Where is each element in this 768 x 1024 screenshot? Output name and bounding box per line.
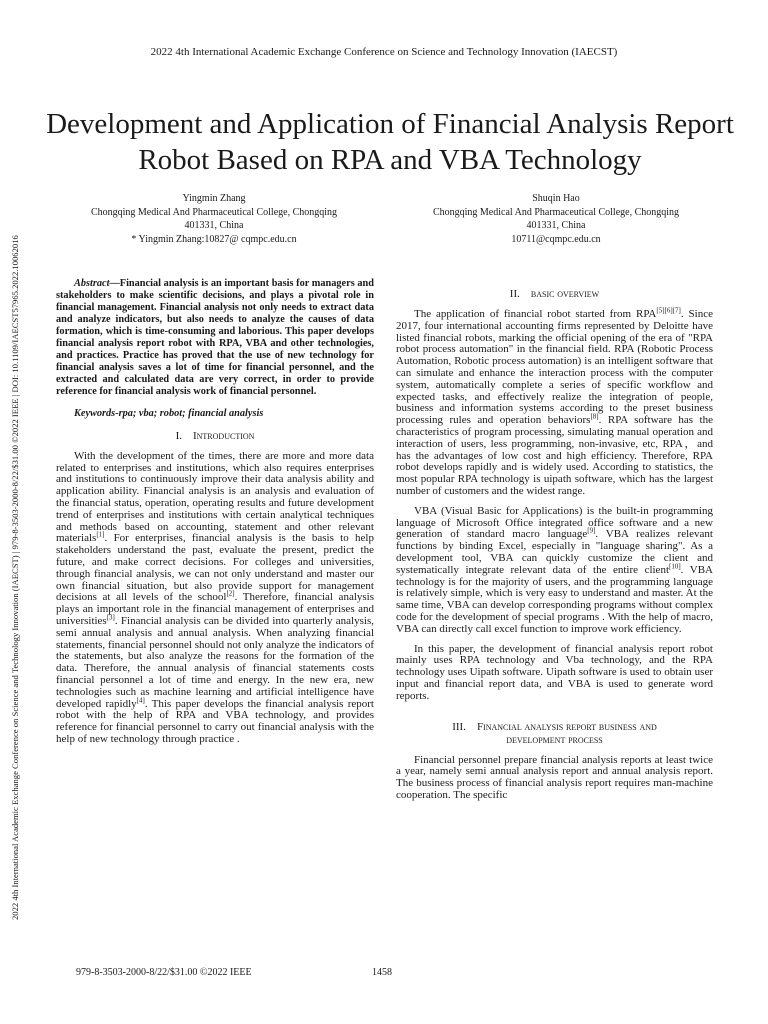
section-heading-introduction: I. Introduction bbox=[175, 429, 255, 442]
citation: [3] bbox=[106, 613, 115, 622]
conference-header: 2022 4th International Academic Exchange Conference on Science and Technology Innovation (IAECST) bbox=[150, 46, 618, 58]
side-doi-strip bbox=[10, 235, 20, 921]
right-column bbox=[396, 288, 713, 802]
intro-paragraph: With the development of the times, there are more and more data related to enterprises and institutions, which also requires enterprises and institutions to continuously improve their data analysis ability and application ability. Financial analysis is an analysis and evaluation of the financial status, operation, operating results and future development trend of enterprises and institutions with certain analytical techniques and methods based on accounting, statement and other relevant materials[1]. For enterprises, financial analysis is the basis to help stakeholders understand the past, evaluate the present, predict the future, and make correct decisions. For colleges and universities, through financial analysis, we can not only understand and master our own financial situation, but also provide support for management decisions at all levels of the school[2]. Therefore, financial analysis plays an important role in the financial management of enterprises and universities[3]. Financial analysis can be divided into quarterly analysis, semi annual analysis and annual analysis. When analyzing financial statements, financial personnel should not only analyze the indicators of the statements, but also analyze the reasons for the formation of the data. Therefore, the annual analysis of financial statements costs financial personnel a lot of time and energy. In the new era, new technologies such as machine learning and artificial intelligence have developed rapidly[4]. This paper develops the financial analysis report robot with the help of RPA and VBA technology, and provides reference for financial personnel to carry out financial analysis with the help of new technology through practice . bbox=[56, 449, 374, 745]
author-name: Yingmin Zhang bbox=[182, 193, 246, 204]
author-address: 401331, China bbox=[526, 220, 586, 231]
citation: [4] bbox=[136, 695, 145, 704]
author-name: Shuqin Hao bbox=[532, 193, 580, 204]
financial-paragraph-1: Financial personnel prepare financial analysis reports at least twice a year, namely semi annual analysis report and annual analysis report. The business process of financial analysis report requires man-machine cooperation. The specific bbox=[396, 753, 713, 801]
left-column bbox=[56, 278, 374, 746]
citation: [5][6][7] bbox=[656, 306, 681, 315]
paper-title: Development and Application of Financial Analysis Report Robot Based on RPA and VBA Technology bbox=[46, 108, 734, 176]
citation: [9] bbox=[587, 526, 596, 535]
side-doi-text: 2022 4th International Academic Exchange Conference on Science and Technology Innovation (IAECST) | 979-8-3503-2000-8/22/$31.00 ©2022 IEEE | DOI: 10.1109/IAECST57965.2022.10062016 bbox=[10, 235, 20, 920]
abstract bbox=[56, 278, 374, 398]
abstract-text: —Financial analysis is an important basis for managers and stakeholders to make scientific decisions, and plays a pivotal role in financial management. Financial analysis not only needs to extract data and analyze indicators, but also needs to analyze the causes of data formation, which is time-consuming and laborious. This paper develops financial analysis report robot with RPA, VBA and other technologies, and practices. Practice has proved that the use of new technology for financial analysis saves a lot of time for financial personnel, and the extracted and calculated data are very correct, in order to provide reference for financial analysis work of financial personnel. bbox=[56, 278, 374, 397]
basic-paragraph-1: The application of financial robot started from RPA[5][6][7]. Since 2017, four international accounting firms represented by Deloitte have listed financial robots, marking the official opening of the era of "RPA robot process automation" in the financial field. RPA (Robotic Process Automation, Robotic process automation) is an intelligent software that can simulate and enhance the interaction process with the computer system, automatically complete a series of specific workflow and expected tasks, and effectively realize the integration of people, business and information systems according to the preset business processing rules and operation behaviors[8]. RPA software has the characteristics of program processing, simulating manual operation and interaction of users, less programming, non-invasive, etc, RPA，and has the advantages of low cost and high efficiency. Therefore, RPA robot develops rapidly and is widely used. According to statistics, the most popular RPA technology is uipath software, which has the largest number of customers and the widest range. bbox=[396, 306, 713, 497]
basic-paragraph-3: In this paper, the development of financial analysis report robot mainly uses RPA technology and Vba technology, and the RPA technology uses Uipath software. Uipath software is used to obtain user input and financial report data, and VBA is used to generate word reports. bbox=[396, 642, 713, 702]
keywords: Keywords-rpa; vba; robot; financial analysis bbox=[74, 408, 264, 419]
author-affiliation: Chongqing Medical And Pharmaceutical College, Chongqing bbox=[432, 206, 680, 218]
section-heading-basic-overview: II. basic overview bbox=[509, 288, 600, 300]
basic-paragraph-2: VBA (Visual Basic for Applications) is the built-in programming language of Microsoft Office integrated office software and a new generation of standard macro language[9]. VBA realizes relevant functions by binding Excel, especially in "language sharing". As a development tool, VBA can quickly customize the client and systematically integrate relevant data of the entire client[10]. VBA technology is for the majority of users, and the programming language is relatively simple, which is very easy to understand and master. At the same time, VBA can develop corresponding programs without complex code for the development of special programs . With the help of macro, VBA can directly call excel function to improve work efficiency. bbox=[396, 504, 713, 635]
author-block-2 bbox=[406, 192, 706, 246]
footer-isbn: 979-8-3503-2000-8/22/$31.00 ©2022 IEEE bbox=[76, 967, 252, 978]
author-email: 10711@cqmpc.edu.cn bbox=[511, 233, 601, 245]
citation: [2] bbox=[226, 589, 235, 598]
author-block-1 bbox=[64, 192, 364, 246]
page-number: 1458 bbox=[372, 967, 392, 978]
abstract-label: Abstract bbox=[74, 278, 110, 289]
citation: [10] bbox=[669, 562, 681, 571]
author-address: 401331, China bbox=[184, 220, 244, 231]
citation: [8] bbox=[590, 412, 599, 421]
author-affiliation: Chongqing Medical And Pharmaceutical College, Chongqing bbox=[90, 206, 338, 218]
author-email: * Yingmin Zhang:10827@ cqmpc.edu.cn bbox=[131, 233, 297, 245]
section-heading-financial-analysis: III. Financial analysis report business and development process bbox=[452, 720, 657, 746]
citation: [1] bbox=[96, 530, 105, 539]
